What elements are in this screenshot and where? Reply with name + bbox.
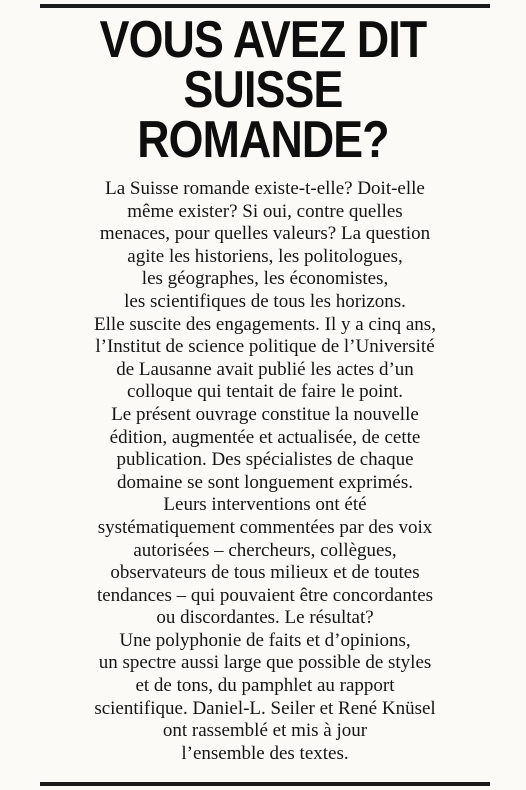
text-line: ou discordantes. Le résultat? (156, 607, 374, 629)
title-line-2: SUISSE (183, 61, 343, 119)
text-line: Une polyphonie de faits et d’opinions, (119, 629, 411, 651)
text-line: l’Institut de science politique de l’Université (95, 336, 435, 358)
page-title (37, 11, 489, 169)
text-line: Elle suscite des engagements. Il y a cinq ans, (94, 313, 436, 335)
text-line: systématiquement commentées par des voix (97, 516, 433, 538)
text-line: publication. Des spécialistes de chaque (116, 449, 414, 471)
text-line: édition, augmentée et actualisée, de cette (109, 426, 421, 448)
text-line: autorisées – chercheurs, collègues, (133, 539, 397, 561)
text-line: et de tons, du pamphlet au rapport (135, 675, 395, 697)
text-line: observateurs de tous milieux et de toutes (110, 562, 420, 584)
text-line: tendances – qui pouvaient être concordantes (96, 584, 434, 606)
text-line: même exister? Si oui, contre quelles (127, 200, 403, 222)
text-line: de Lausanne avait publié les actes d’un (116, 358, 414, 380)
text-line: les scientifiques de tous les horizons. (124, 290, 406, 312)
text-line: domaine se sont longuement exprimés. (116, 471, 414, 493)
text-line: menaces, pour quelles valeurs? La question (99, 223, 431, 245)
text-line: Le présent ouvrage constitue la nouvelle (111, 403, 419, 425)
text-line: l’ensemble des textes. (181, 742, 349, 764)
title-line-1: VOUS AVEZ DIT (99, 11, 427, 69)
text-line: La Suisse romande existe-t-elle? Doit-elle (105, 178, 425, 199)
top-rule (40, 4, 490, 8)
text-line: colloque qui tentait de faire le point. (127, 381, 403, 403)
text-line: les géographes, les économistes, (141, 268, 389, 290)
title-line-3: ROMANDE? (137, 111, 389, 169)
bottom-rule (40, 782, 490, 786)
text-line: un spectre aussi large que possible de styles (98, 652, 432, 674)
blurb-text (44, 178, 486, 765)
text-line: Leurs interventions ont été (163, 494, 367, 516)
text-line: ont rassemblé et mis à jour (162, 720, 368, 742)
text-line: agite les historiens, les politologues, (127, 245, 403, 267)
text-line: scientifique. Daniel-L. Seiler et René Knüsel (94, 697, 436, 719)
